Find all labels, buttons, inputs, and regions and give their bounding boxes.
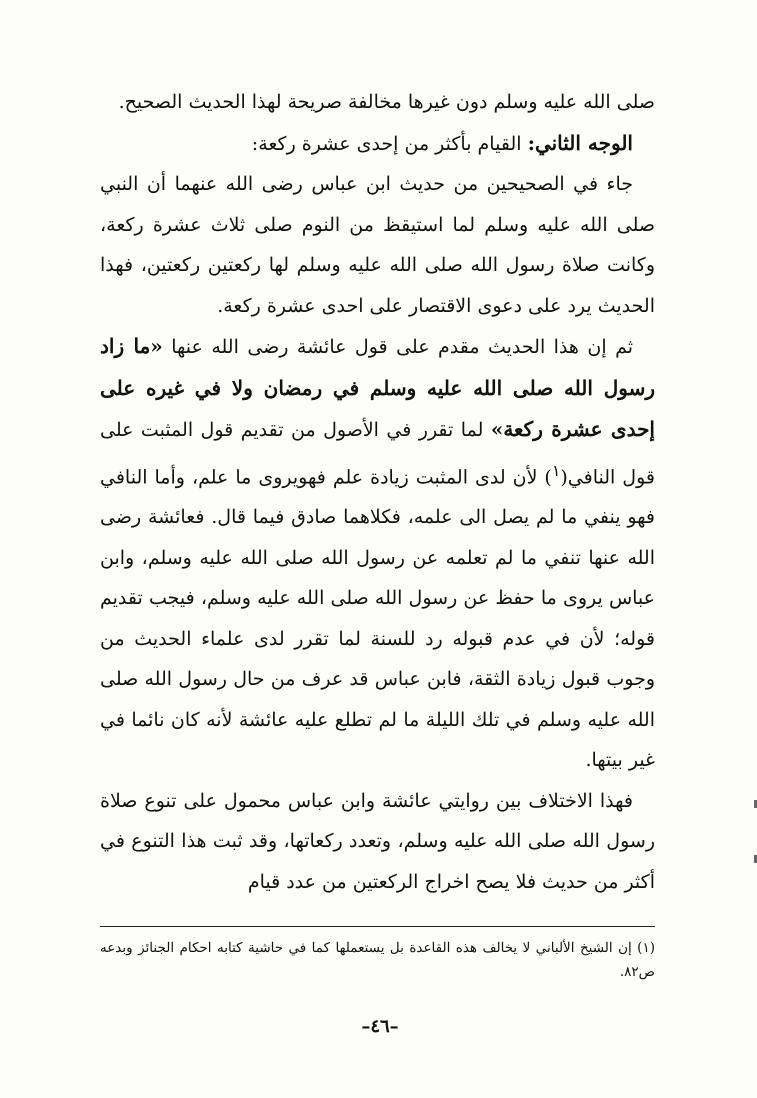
section-heading [100, 123, 655, 165]
hadith-quote: «ما زاد رسول الله صلى الله عليه وسلم في رمضان ولا في غيره على إحدى عشرة ركعة» [100, 334, 655, 441]
paragraph-4-part-b: لما تقرر في الأصول من تقديم قول المثبت على قول النافي( [100, 419, 655, 488]
page-body [100, 82, 655, 902]
paragraph-4-part-c: ) لأن لدى المثبت زيادة علم فهويروى ما علم، وأما النافي فهو ينفي ما لم يصل الى علمه، فكلاهما صادق فيما قال. فعائشة رضى الله عنها تنفي ما لم تعلمه عن رسول الله صلى الله عليه وسلم، وابن عباس يروى ما حفظ عن رسول الله صلى الله عليه وسلم، فيجب تقديم قوله؛ لأن في عدم قبوله رد للسنة لما تقرر لدى علماء الحديث من وجوب قبول زيادة الثقة، فابن عباس قد عرف من حال رسول الله صلى الله عليه وسلم في تلك الليلة ما لم تطلع عليه عائشة لأنه كان نائما في غير بيتها. [100, 465, 655, 772]
paragraph-1: صلى الله عليه وسلم دون غيرها مخالفة صريحة لهذا الحديث الصحيح. [118, 91, 655, 113]
paragraph-4 [100, 326, 655, 781]
section-heading-label: الوجه الثاني: [527, 130, 633, 155]
section-heading-text: القيام بأكثر من إحدى عشرة ركعة: [251, 132, 528, 155]
footnote-divider [100, 926, 655, 927]
paragraph-3: جاء في الصحيحين من حديث ابن عباس رضى الله عنهما أن النبي صلى الله عليه وسلم لما استيقظ من النوم صلى ثلاث عشرة ركعة، وكانت صلاة رسول الله صلى الله عليه وسلم لها ركعتين ركعتين، فهذا الحديث يرد على دعوى الاقتصار على احدى عشرة ركعة. [100, 173, 655, 317]
footnote-reference: ١ [551, 460, 561, 480]
footnote: (١) إن الشيخ الألباني لا يخالف هذه القاعدة بل يستعملها كما في حاشية كتابه احكام الجنائز وبدعه ص٨٢. [100, 940, 655, 980]
page-number: –٤٦– [361, 1016, 399, 1037]
paragraph-5: فهذا الاختلاف بين روايتي عائشة وابن عباس محمول على تنوع صلاة رسول الله صلى الله عليه وسلم، وتعدد ركعاتها، وقد ثبت هذا التنوع في أكثر من حديث فلا يصح اخراج الركعتين من عدد قيام [100, 789, 655, 893]
paragraph-4-part-a: ثم إن هذا الحديث مقدم على قول عائشة رضى الله عنها [162, 336, 634, 358]
